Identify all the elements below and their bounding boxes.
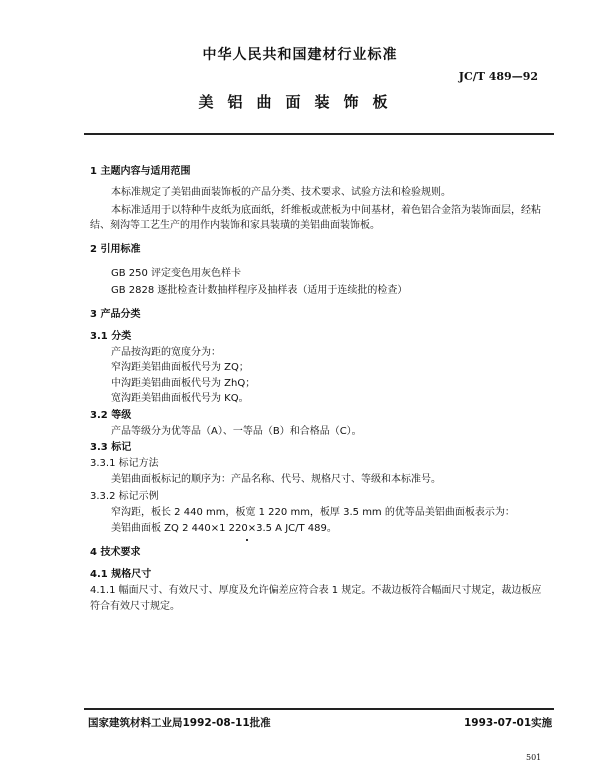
- standard-code: JC/T 489—92: [458, 70, 538, 83]
- classification-kq: 宽沟距美铝曲面板代号为 KQ。: [111, 393, 249, 404]
- section-3-3-heading: 3.3 标记: [90, 442, 132, 453]
- section-4-1-heading: 4.1 规格尺寸: [90, 569, 152, 580]
- section-1-paragraph-2-line-2: 结、刻沟等工艺生产的用作内装饰和家具装璜的美铝曲面装饰板。: [90, 220, 380, 231]
- section-4-1-1-line-2: 符合有效尺寸规定。: [90, 601, 180, 612]
- document-title: 美铝曲面装饰板: [198, 93, 402, 111]
- reference-gb2828: GB 2828 逐批检查计数抽样程序及抽样表（适用于连续批的检查）: [111, 285, 408, 296]
- section-4-heading: 4 技术要求: [90, 547, 141, 558]
- title-divider: [84, 133, 554, 135]
- classification-zq: 窄沟距美铝曲面板代号为 ZQ；: [111, 362, 249, 373]
- grade-description: 产品等级分为优等品（A）、一等品（B）和合格品（C）。: [111, 426, 362, 437]
- marking-method: 美铝曲面板标记的顺序为：产品名称、代号、规格尺寸、等级和本标准号。: [111, 474, 441, 485]
- section-3-3-2-heading: 3.3.2 标记示例: [90, 491, 159, 502]
- reference-gb250: GB 250 评定变色用灰色样卡: [111, 268, 242, 279]
- issuing-organization: 中华人民共和国建材行业标准: [202, 47, 398, 63]
- section-4-1-1-line-1: 4.1.1 幅面尺寸、有效尺寸、厚度及允许偏差应符合表 1 规定。不裁边板符合幅面尺寸规定，裁边板应: [90, 585, 542, 596]
- section-3-2-heading: 3.2 等级: [90, 410, 132, 421]
- scan-speck: [246, 539, 248, 541]
- classification-zhq: 中沟距美铝曲面板代号为 ZhQ；: [111, 378, 256, 389]
- section-3-1-heading: 3.1 分类: [90, 331, 132, 342]
- section-1-paragraph-1: 本标准规定了美铝曲面装饰板的产品分类、技术要求、试验方法和检验规则。: [111, 187, 451, 198]
- footer-divider: [84, 708, 554, 710]
- section-3-heading: 3 产品分类: [90, 309, 141, 320]
- marking-example-description: 窄沟距，板长 2 440 mm，板宽 1 220 mm，板厚 3.5 mm 的优等品美铝曲面板表示为：: [111, 507, 515, 518]
- section-1-heading: 1 主题内容与适用范围: [90, 166, 191, 177]
- classification-intro: 产品按沟距的宽度分为：: [111, 347, 221, 358]
- section-1-paragraph-2-line-1: 本标准适用于以特种牛皮纸为底面纸，纤维板或蔗板为中间基材，着色铝合金箔为装饰面层，经粘: [111, 205, 541, 216]
- page-number: 501: [526, 753, 542, 762]
- approval-info: 国家建筑材料工业局1992-08-11批准: [88, 717, 271, 729]
- marking-example: 美铝曲面板 ZQ 2 440×1 220×3.5 A JC/T 489。: [111, 523, 337, 534]
- section-3-3-1-heading: 3.3.1 标记方法: [90, 458, 159, 469]
- effective-date: 1993-07-01实施: [464, 717, 553, 729]
- section-2-heading: 2 引用标准: [90, 244, 141, 255]
